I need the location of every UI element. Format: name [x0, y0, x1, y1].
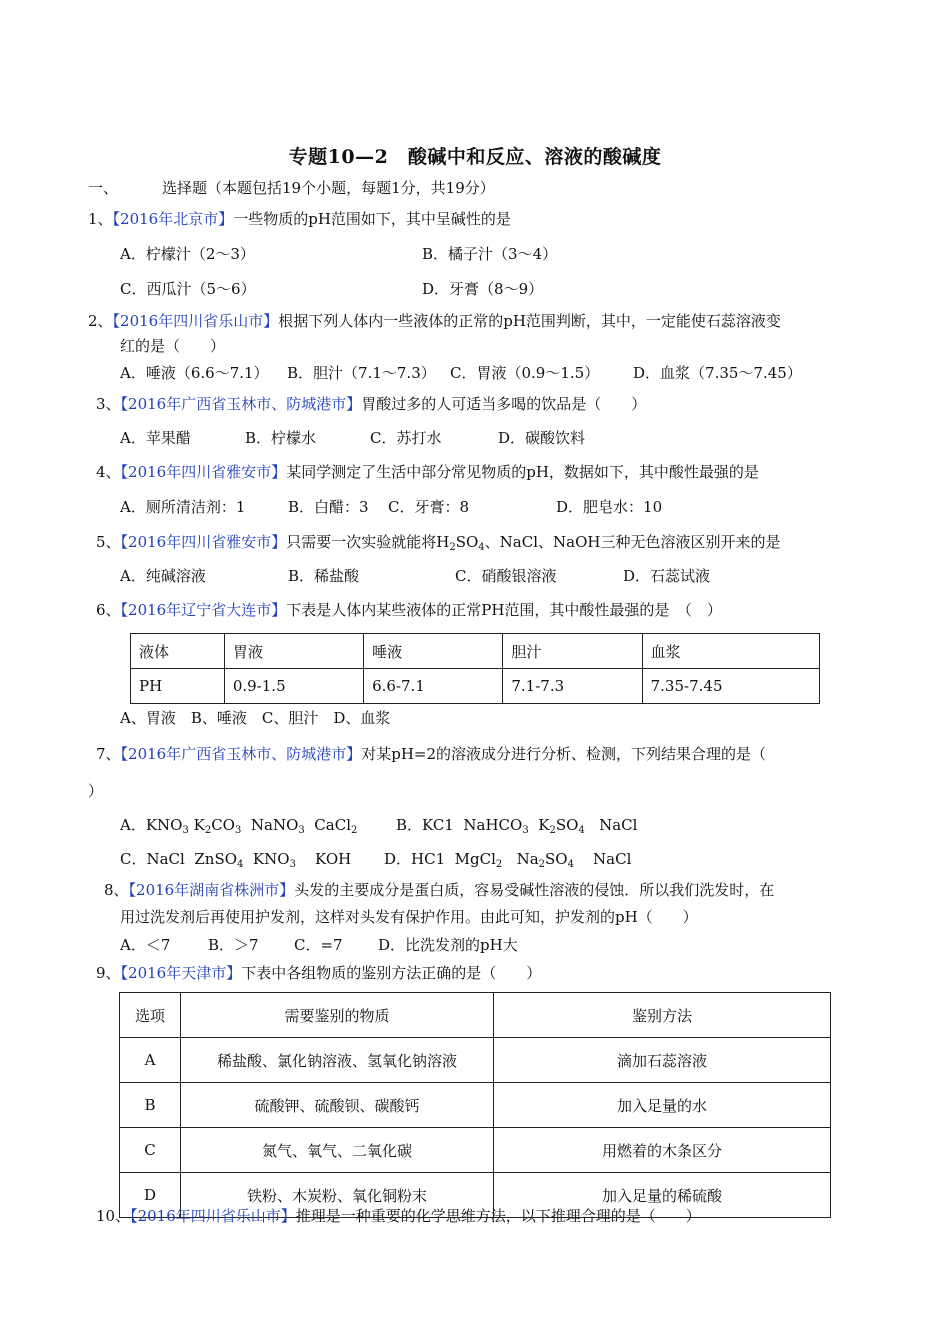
option-c: C．硝酸银溶液 [455, 567, 557, 585]
question-number: 6、 [96, 601, 121, 619]
subscript: 4 [478, 542, 485, 553]
question-number: 10、 [96, 1207, 131, 1225]
question-text: 下表中各组物质的鉴别方法正确的是（ ） [241, 964, 542, 982]
table-cell: PH [131, 669, 225, 704]
table-cell: 血浆 [642, 634, 819, 669]
table-cell: 胃液 [224, 634, 363, 669]
question-source: 【2016年四川省雅安市】 [120, 533, 287, 551]
question-source: 【2016年广西省玉林市、防城港市】 [120, 745, 362, 763]
table-cell: 加入足量的水 [494, 1083, 831, 1128]
question-source: 【2016年广西省玉林市、防城港市】 [120, 395, 362, 413]
section-heading [88, 178, 495, 198]
table-row [120, 1128, 831, 1173]
question-number: 2、 [88, 312, 113, 330]
option-a: A．厕所清洁剂：1 [120, 498, 246, 516]
question-9 [96, 963, 541, 983]
question-number: 8、 [104, 881, 129, 899]
question-text: 推理是一种重要的化学思维方法，以下推理合理的是（ ） [295, 1207, 701, 1225]
option-a: A．苹果醋 [120, 429, 191, 447]
question-2 [88, 311, 781, 331]
question-text: 对某pH=2的溶液成分进行分析、检测，下列结果合理的是（ [361, 745, 767, 763]
table-cell: 滴加石蕊溶液 [494, 1038, 831, 1083]
table-cell: 胆汁 [503, 634, 642, 669]
option-d: D．牙膏（8～9） [422, 280, 544, 298]
table-cell: 0.9-1.5 [224, 669, 363, 704]
question-text-continued: 用过洗发剂后再使用护发剂，这样对头发有保护作用。由此可知，护发剂的pH（ ） [120, 908, 698, 926]
option-d: D．肥皂水：10 [556, 498, 663, 516]
option-d: D．HC1 MgCl$_2$ $Na_2SO_4$ NaCl [384, 850, 632, 870]
question-text-continued: 红的是（ ） [120, 337, 226, 355]
option-a: A．柠檬汁（2～3） [120, 245, 255, 263]
table-header-cell: 鉴别方法 [494, 993, 831, 1038]
question-6 [96, 600, 722, 620]
section-number: 一、 [88, 179, 119, 197]
table-cell: D [120, 1173, 181, 1218]
table-header-cell: 需要鉴别的物质 [181, 993, 494, 1038]
table-row [131, 634, 820, 669]
option-a: A．$KNO_3$ $K_2CO_3$ NaNO$_3$ CaCl$_2$ [120, 816, 358, 836]
question-number: 4、 [96, 463, 121, 481]
question-text: 、NaCl、NaOH三种无色溶液区别开来的是 [484, 533, 781, 551]
question-number: 5、 [96, 533, 121, 551]
option-d: D．血浆（7.35～7.45） [633, 364, 802, 382]
question-10 [96, 1206, 701, 1226]
question-text: 一些物质的pH范围如下，其中呈碱性的是 [233, 210, 511, 228]
option-b: B．柠檬水 [245, 429, 317, 447]
question-text: 根据下列人体内一些液体的正常的pH范围判断，其中，一定能使石蕊溶液变 [278, 312, 781, 330]
question-number: 1、 [88, 210, 113, 228]
question-7 [96, 744, 766, 764]
ph-range-table [130, 633, 820, 704]
option-c: C．苏打水 [370, 429, 442, 447]
question-text: 头发的主要成分是蛋白质，容易受碱性溶液的侵蚀．所以我们洗发时，在 [294, 881, 775, 899]
option-c: C．NaCl ZnSO$_4$ $KNO_3$ KOH [120, 850, 352, 870]
option-b: B．KC1 NaHCO$_3$ $K_2SO_4$ NaCl [396, 816, 638, 836]
option-d: D．比洗发剂的pH大 [378, 936, 518, 954]
question-source: 【2016年四川省乐山市】 [112, 312, 279, 330]
table-cell: 用燃着的木条区分 [494, 1128, 831, 1173]
table-cell: C [120, 1128, 181, 1173]
option-b: B．稀盐酸 [288, 567, 360, 585]
question-number: 7、 [96, 745, 121, 763]
table-cell: 氮气、氧气、二氧化碳 [181, 1128, 494, 1173]
option-a: A．唾液（6.6～7.1） [120, 364, 269, 382]
option-a: A．纯碱溶液 [120, 567, 206, 585]
question-text: 下表是人体内某些液体的正常PH范围，其中酸性最强的是 （ ） [286, 601, 722, 619]
section-text: 选择题（本题包括19个小题，每题1分，共19分） [162, 179, 495, 197]
question-text: 胃酸过多的人可适当多喝的饮品是（ ） [361, 395, 647, 413]
page-title: 专题10—2 酸碱中和反应、溶液的酸碱度 [288, 146, 662, 168]
question-text-continued: ） [88, 782, 104, 800]
subscript: 2 [449, 542, 456, 553]
table-cell: 6.6-7.1 [364, 669, 503, 704]
question-source: 【2016年湖南省株洲市】 [128, 881, 295, 899]
option-b: B．＞7 [208, 936, 259, 954]
option-d: D．石蕊试液 [623, 567, 711, 585]
option-c: C．牙膏：8 [388, 498, 470, 516]
table-cell: 唾液 [364, 634, 503, 669]
table-cell: 7.1-7.3 [503, 669, 642, 704]
question-number: 3、 [96, 395, 121, 413]
option-b: B．胆汁（7.1～7.3） [287, 364, 436, 382]
table-row [120, 1083, 831, 1128]
table-cell: 7.35-7.45 [642, 669, 819, 704]
option-d: D．碳酸饮料 [498, 429, 586, 447]
question-text: SO [455, 533, 479, 551]
table-header-row [120, 993, 831, 1038]
table-cell: 液体 [131, 634, 225, 669]
table-cell: B [120, 1083, 181, 1128]
question-1 [88, 209, 511, 229]
option-c: C．西瓜汁（5～6） [120, 280, 256, 298]
table-header-cell: 选项 [120, 993, 181, 1038]
question-6-options: A、胃液 B、唾液 C、胆汁 D、血浆 [120, 709, 391, 727]
question-source: 【2016年四川省乐山市】 [130, 1207, 296, 1225]
question-source: 【2016年四川省雅安市】 [120, 463, 287, 481]
option-a: A．＜7 [120, 936, 171, 954]
table-row [120, 1038, 831, 1083]
question-text: 某同学测定了生活中部分常见物质的pH，数据如下，其中酸性最强的是 [286, 463, 759, 481]
option-b: B．橘子汁（3～4） [422, 245, 558, 263]
option-c: C．=7 [294, 936, 343, 954]
option-c: C．胃液（0.9～1.5） [450, 364, 600, 382]
question-5 [96, 532, 780, 552]
table-cell: 稀盐酸、氯化钠溶液、氢氧化钠溶液 [181, 1038, 494, 1083]
question-source: 【2016年天津市】 [120, 964, 242, 982]
option-b: B．白醋：3 [288, 498, 369, 516]
question-text: 只需要一次实验就能将H [286, 533, 450, 551]
table-cell: 铁粉、木炭粉、氧化铜粉末 [181, 1173, 494, 1218]
identification-table [119, 992, 831, 1218]
table-cell: A [120, 1038, 181, 1083]
question-number: 9、 [96, 964, 121, 982]
table-row [131, 669, 820, 704]
question-source: 【2016年辽宁省大连市】 [120, 601, 287, 619]
question-8 [104, 880, 774, 900]
question-4 [96, 462, 759, 482]
table-cell: 加入足量的稀硫酸 [494, 1173, 831, 1218]
table-cell: 硫酸钾、硫酸钡、碳酸钙 [181, 1083, 494, 1128]
question-3 [96, 394, 646, 414]
question-source: 【2016年北京市】 [112, 210, 234, 228]
